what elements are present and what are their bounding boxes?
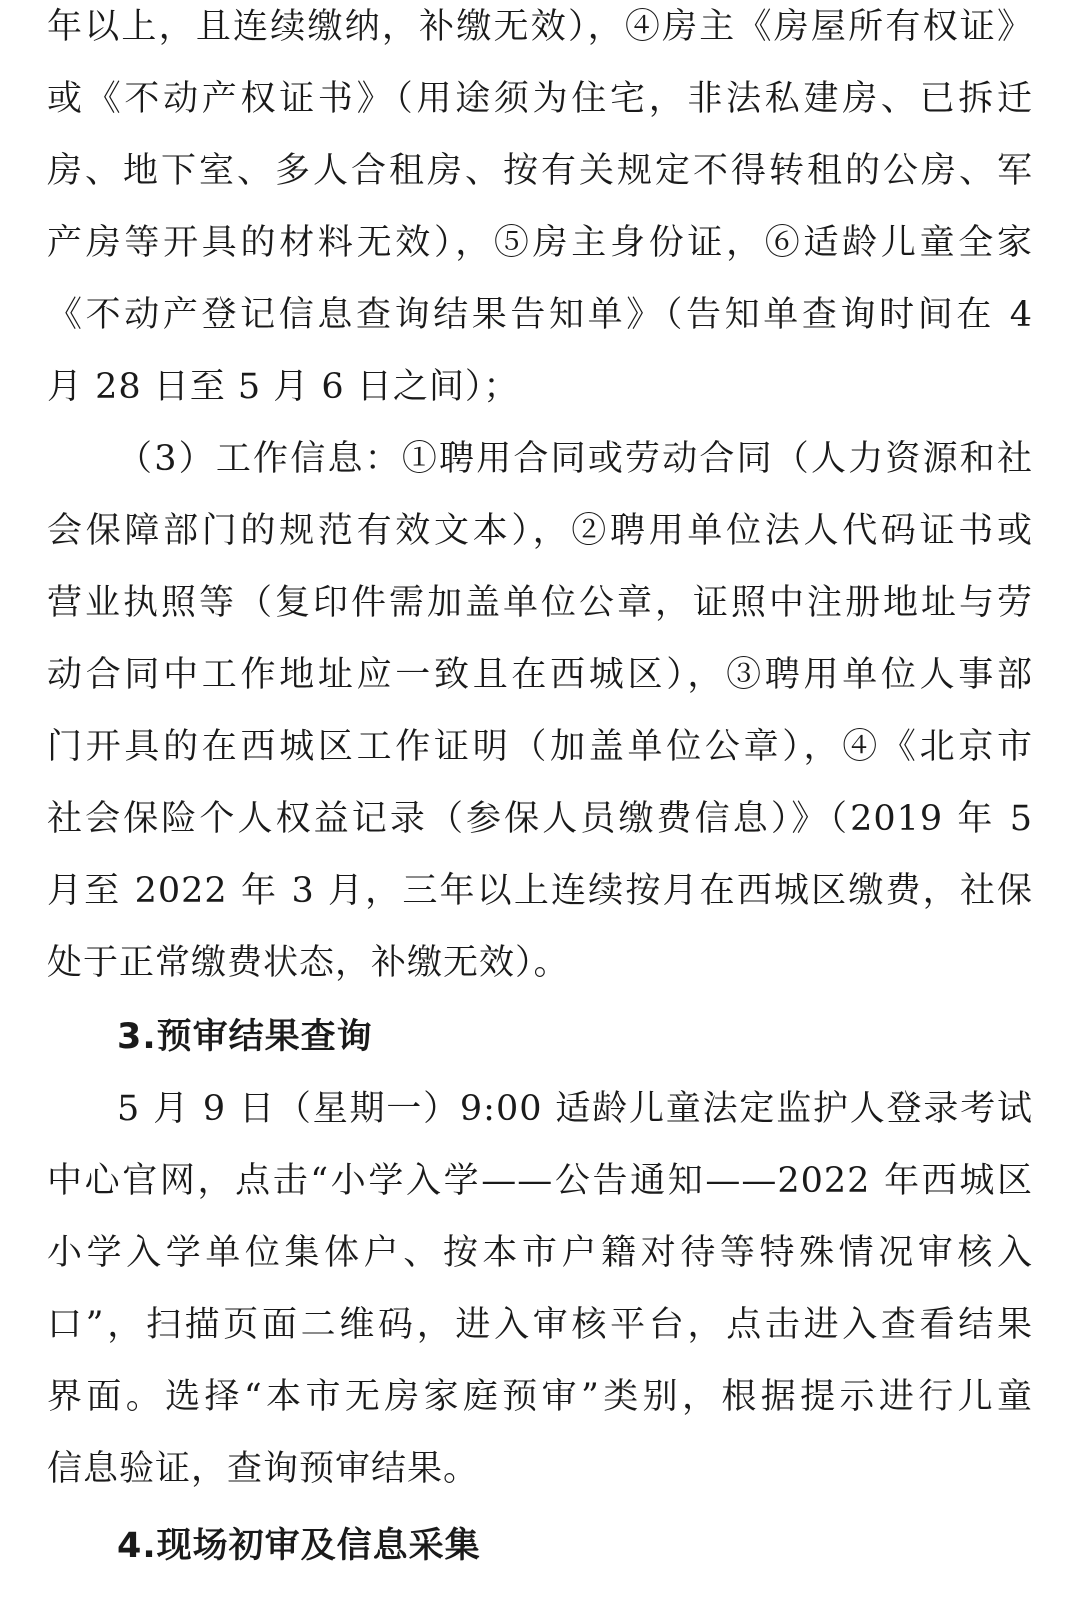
paragraph-line: 月至 2022 年 3 月，三年以上连续按月在西城区缴费，社保 — [47, 871, 1033, 911]
paragraph-line: 月 28 日至 5 月 6 日之间）； — [47, 367, 520, 407]
paragraph-line: 年以上，且连续缴纳，补缴无效），④房主《房屋所有权证》 — [47, 7, 1033, 47]
paragraph-line: 处于正常缴费状态，补缴无效）。 — [47, 943, 570, 983]
section-heading: 4.现场初审及信息采集 — [117, 1526, 481, 1566]
paragraph-line: 小学入学单位集体户、按本市户籍对待等特殊情况审核入 — [47, 1233, 1033, 1273]
paragraph-line: 或《不动产权证书》（用途须为住宅，非法私建房、已拆迁 — [47, 79, 1033, 119]
paragraph-line: 口”，扫描页面二维码，进入审核平台，点击进入查看结果 — [47, 1305, 1033, 1345]
paragraph-line: 中心官网，点击“小学入学——公告通知——2022 年西城区 — [47, 1161, 1033, 1201]
paragraph-line: 社会保险个人权益记录（参保人员缴费信息）》（2019 年 5 — [47, 799, 1033, 839]
paragraph-line: 房、地下室、多人合租房、按有关规定不得转租的公房、军 — [47, 151, 1033, 191]
section-heading: 3.预审结果查询 — [117, 1017, 373, 1057]
paragraph-line: 信息验证，查询预审结果。 — [47, 1449, 480, 1489]
paragraph-line: 营业执照等（复印件需加盖单位公章，证照中注册地址与劳 — [47, 583, 1033, 623]
paragraph-line: （3）工作信息：①聘用合同或劳动合同（人力资源和社 — [117, 439, 1033, 479]
paragraph-line: 5 月 9 日（星期一）9:00 适龄儿童法定监护人登录考试 — [117, 1089, 1033, 1129]
paragraph-line: 产房等开具的材料无效），⑤房主身份证，⑥适龄儿童全家 — [47, 223, 1033, 263]
paragraph-line: 界面。选择“本市无房家庭预审”类别，根据提示进行儿童 — [47, 1377, 1033, 1417]
paragraph-line: 《不动产登记信息查询结果告知单》（告知单查询时间在 4 — [47, 295, 1033, 335]
paragraph-line: 会保障部门的规范有效文本），②聘用单位法人代码证书或 — [47, 511, 1033, 551]
paragraph-line: 门开具的在西城区工作证明（加盖单位公章），④《北京市 — [47, 727, 1033, 767]
paragraph-line: 动合同中工作地址应一致且在西城区），③聘用单位人事部 — [47, 655, 1033, 695]
